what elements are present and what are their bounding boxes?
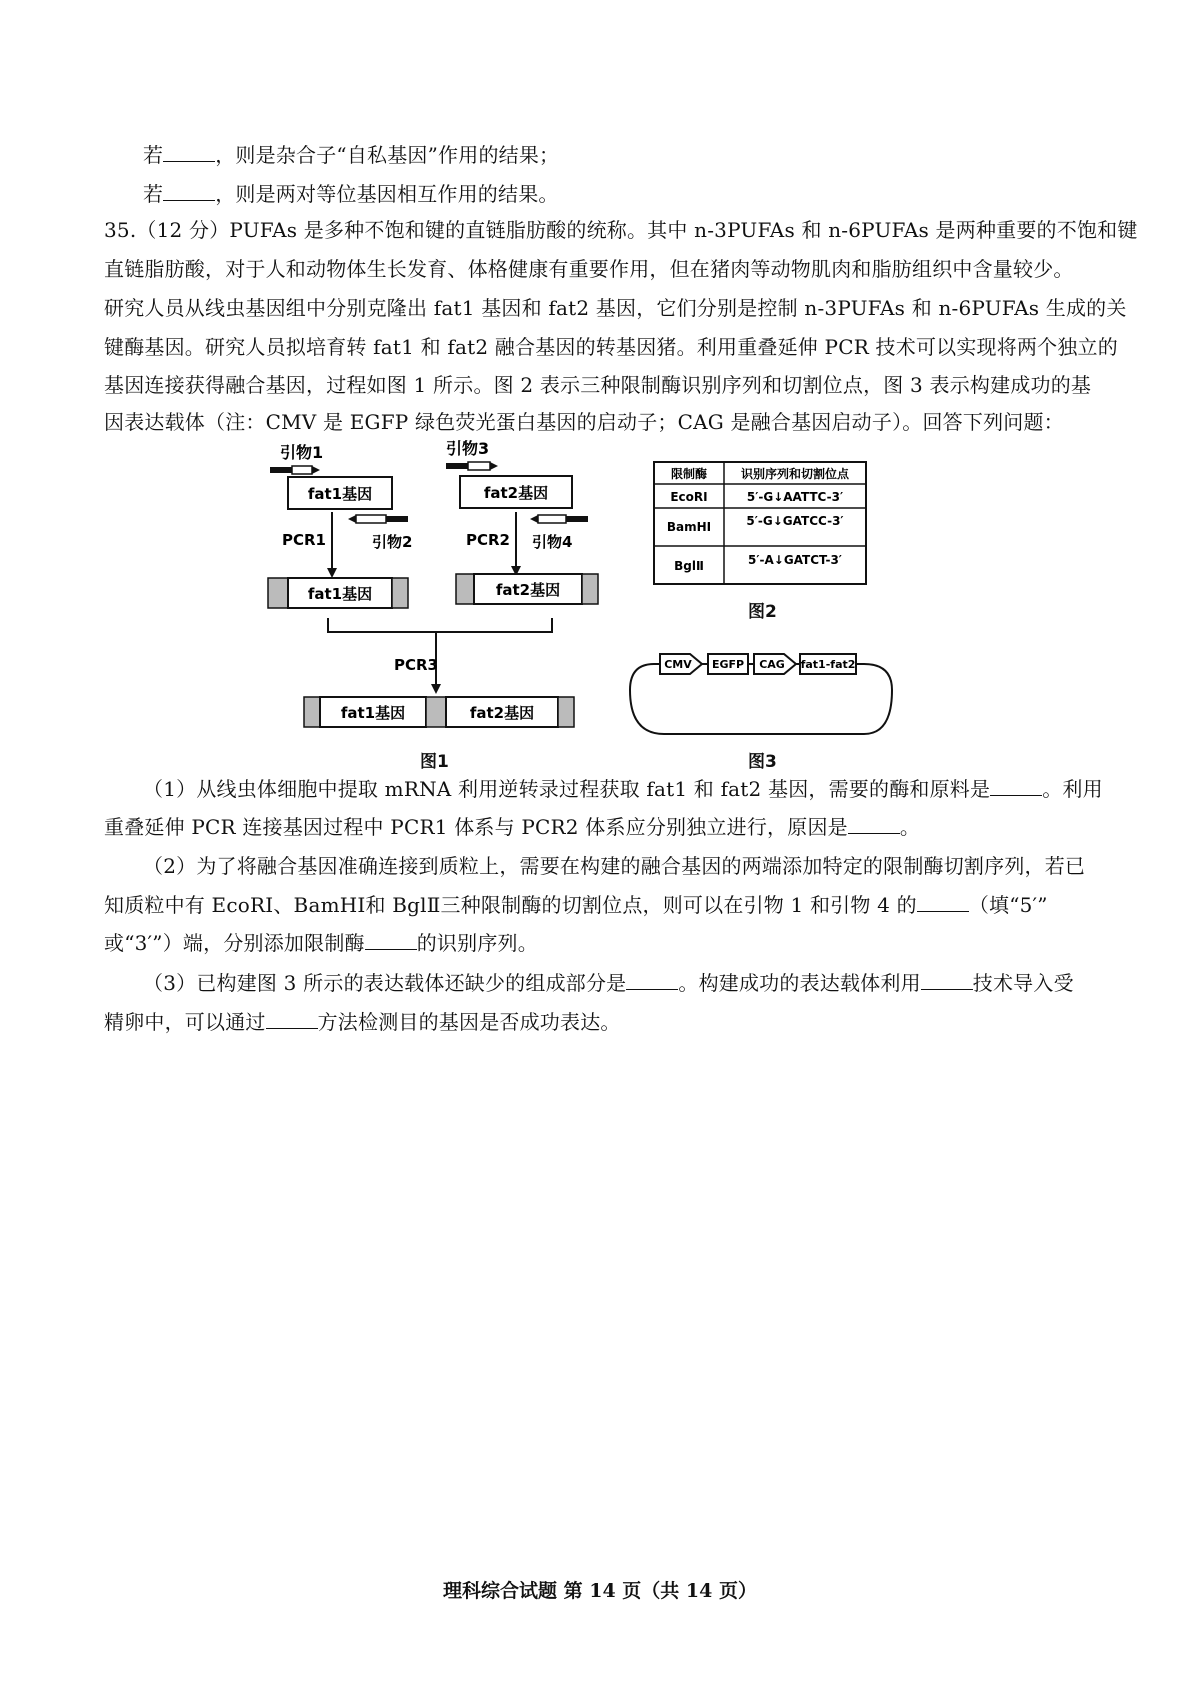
merge-bracket — [328, 618, 552, 632]
sub3-line — [143, 969, 1074, 997]
sub3-line — [104, 1008, 621, 1036]
sub2-line — [104, 891, 1048, 919]
cmv-label: CMV — [664, 658, 692, 671]
table-header-enzyme: 限制酶 — [670, 467, 708, 481]
sub2-line — [104, 929, 538, 957]
answer-blank[interactable] — [266, 1008, 318, 1029]
fused-fat2-label: fat2基因 — [469, 704, 535, 722]
line-text: 技术导入受 — [972, 971, 1074, 995]
answer-line-1 — [143, 141, 559, 169]
line-text: 方法检测目的基因是否成功表达。 — [317, 1010, 621, 1034]
line-text: （1）从线虫体细胞中提取 mRNA 利用逆转录过程获取 fat1 和 fat2 基因，需要的酶和原料是 — [143, 777, 991, 801]
line-text: （2）为了将融合基因准确连接到质粒上，需要在构建的融合基因的两端添加特定的限制酶切割序列，若已 — [143, 854, 1086, 878]
q35-line: 因表达载体（注：CMV 是 EGFP 绿色荧光蛋白基因的启动子；CAG 是融合基因启动子）。回答下列问题： — [104, 410, 1064, 434]
sub1-line — [104, 813, 920, 841]
answer-blank[interactable] — [990, 775, 1042, 796]
figure-3-vector — [624, 640, 904, 740]
egfp-label: EGFP — [711, 658, 745, 671]
line-text: 。构建成功的表达载体利用 — [678, 971, 921, 995]
table-cell-enzyme: BglⅡ — [674, 559, 704, 573]
primer2-label: 引物2 — [372, 533, 413, 551]
figure-2-table — [650, 458, 870, 588]
primer4-arrow — [530, 515, 588, 523]
line-text: （填“5′” — [968, 893, 1048, 917]
answer-blank[interactable] — [917, 891, 969, 912]
line-text: 或“3′”）端，分别添加限制酶 — [104, 931, 365, 955]
q35-line: 直链脂肪酸，对于人和动物体生长发育、体格健康有重要作用，但在猪肉等动物肌肉和脂肪组织中含量较少。 — [104, 257, 1074, 281]
primer1-arrow — [270, 466, 320, 474]
primer3-arrow — [446, 462, 498, 470]
answer-blank[interactable] — [163, 180, 215, 201]
table-cell-site: 5′-G↓AATTC-3′ — [746, 490, 844, 504]
line-text: 若 — [143, 182, 164, 206]
line-text: 。利用 — [1042, 777, 1103, 801]
figure-2-caption: 图2 — [748, 602, 777, 622]
sub1-line — [143, 775, 1103, 803]
answer-line-2 — [143, 180, 559, 208]
q35-line: 基因连接获得融合基因，过程如图 1 所示。图 2 表示三种限制酶识别序列和切割位点，图 3 表示构建成功的基 — [104, 373, 1092, 397]
primer1-label: 引物1 — [280, 443, 324, 462]
primer4-label: 引物4 — [532, 533, 573, 551]
line-text: 重叠延伸 PCR 连接基因过程中 PCR1 体系与 PCR2 体系应分别独立进行，原因是 — [104, 815, 848, 839]
fused-fat1-label: fat1基因 — [340, 704, 406, 722]
figure-1-caption: 图1 — [420, 752, 449, 772]
figure-1-diagram — [260, 440, 620, 760]
fat1-product-label: fat1基因 — [307, 585, 373, 603]
line-text: 精卵中，可以通过 — [104, 1010, 266, 1034]
line-text: （3）已构建图 3 所示的表达载体还缺少的组成部分是 — [143, 971, 627, 995]
table-cell-enzyme: BamHⅠ — [666, 520, 712, 534]
line-text: ，则是杂合子“自私基因”作用的结果； — [215, 143, 560, 167]
table-header-site: 识别序列和切割位点 — [740, 467, 850, 481]
cag-label: CAG — [759, 658, 785, 671]
figure-3-caption: 图3 — [748, 752, 777, 772]
answer-blank[interactable] — [626, 969, 678, 990]
q35-line: 研究人员从线虫基因组中分别克隆出 fat1 基因和 fat2 基因，它们分别是控制 n-3PUFAs 和 n-6PUFAs 生成的关 — [104, 296, 1127, 320]
answer-blank[interactable] — [921, 969, 973, 990]
sub2-line — [143, 852, 1085, 880]
answer-blank[interactable] — [365, 929, 417, 950]
primer3-label: 引物3 — [446, 440, 490, 458]
line-text: 知质粒中有 EcoRⅠ、BamHⅠ和 BglⅡ三种限制酶的切割位点，则可以在引物 1 和引物 4 的 — [104, 893, 917, 917]
fat2-product-label: fat2基因 — [495, 581, 561, 599]
q35-line: 35.（12 分）PUFAs 是多种不饱和键的直链脂肪酸的统称。其中 n-3PUFAs 和 n-6PUFAs 是两种重要的不饱和键 — [104, 218, 1138, 242]
table-cell-site: 5′-A↓GATCT-3′ — [748, 553, 842, 567]
primer2-arrow — [348, 515, 408, 523]
line-text: ，则是两对等位基因相互作用的结果。 — [215, 182, 559, 206]
answer-blank[interactable] — [163, 141, 215, 162]
q35-line: 键酶基因。研究人员拟培育转 fat1 和 fat2 融合基因的转基因猪。利用重叠延伸 PCR 技术可以实现将两个独立的 — [104, 335, 1118, 359]
pcr2-label: PCR2 — [466, 531, 510, 549]
table-cell-site: 5′-G↓GATCC-3′ — [746, 514, 844, 528]
line-text: 。 — [899, 815, 921, 839]
line-text: 的识别序列。 — [416, 931, 538, 955]
table-cell-enzyme: EcoRⅠ — [670, 490, 708, 504]
pcr1-label: PCR1 — [282, 531, 326, 549]
pcr3-label: PCR3 — [394, 656, 438, 674]
fat2-gene-label: fat2基因 — [483, 484, 549, 502]
fat1-gene-label: fat1基因 — [307, 485, 373, 503]
line-text: 若 — [143, 143, 164, 167]
answer-blank[interactable] — [848, 813, 900, 834]
page-footer: 理科综合试题 第 14 页（共 14 页） — [443, 1580, 757, 1602]
fused-gene-insert-label: fat1-fat2 — [800, 658, 856, 671]
